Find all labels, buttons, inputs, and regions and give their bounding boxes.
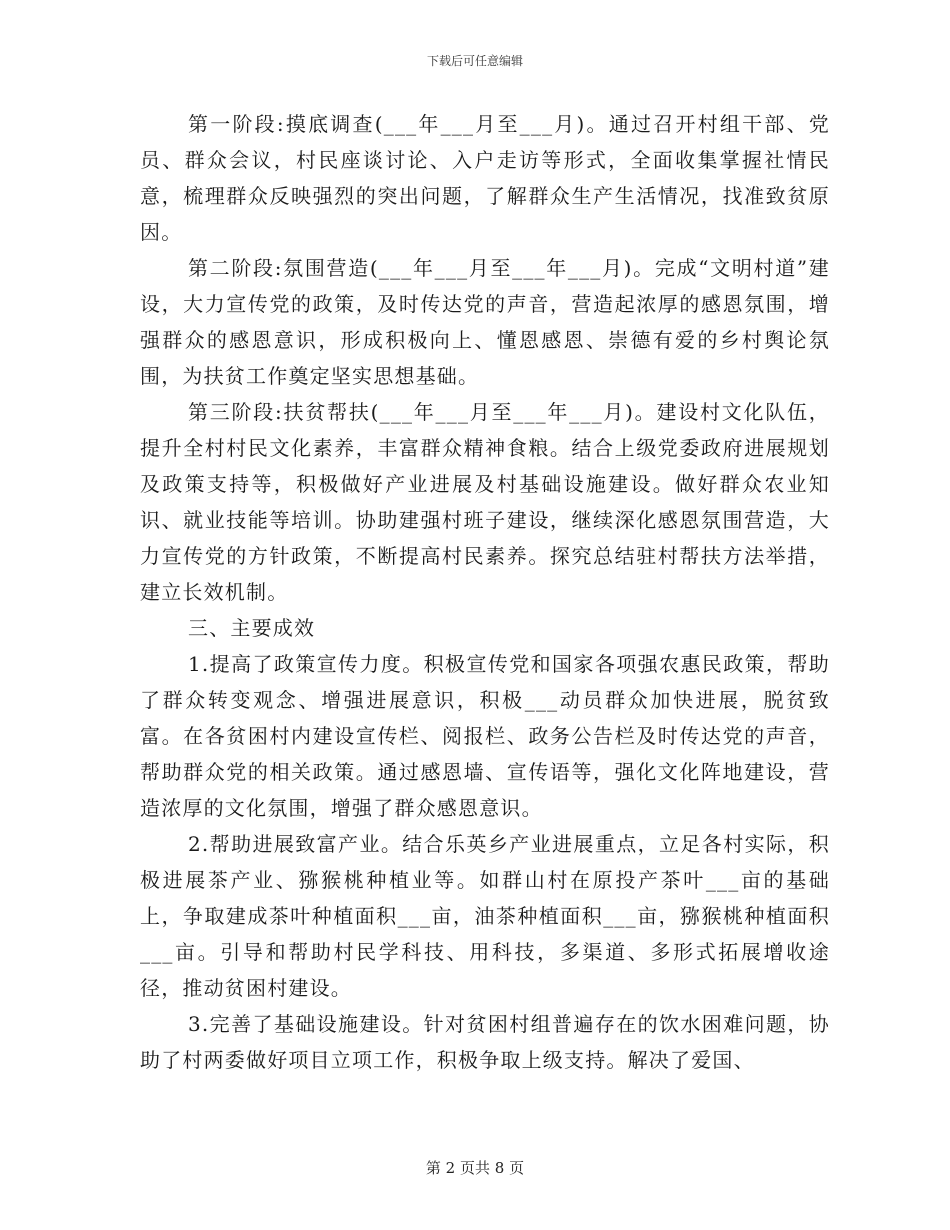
paragraph-result-3: 3.完善了基础设施建设。针对贫困村组普遍存在的饮水困难问题，协助了村两委做好项目立项工作，积极争取上级支持。解决了爱国、 (140, 1012, 830, 1072)
paragraph-result-1: 1.提高了政策宣传力度。积极宣传党和国家各项强农惠民政策，帮助了群众转变观念、增强进展意识，积极___动员群众加快进展，脱贫致富。在各贫困村内建设宣传栏、阅报栏、政务公告栏及时传达党的声音，帮助群众党的相关政策。通过感恩墙、宣传语等，强化文化阵地建设，营造浓厚的文化氛围，增强了群众感恩意识。 (140, 652, 830, 820)
paragraph-phase-three: 第三阶段:扶贫帮扶(___年___月至___年___月)。建设村文化队伍，提升全村村民文化素养，丰富群众精神食粮。结合上级党委政府进展规划及政策支持等，积极做好产业进展及村基础设施建设。做好群众农业知识、就业技能等培训。协助建强村班子建设，继续深化感恩氛围营造，大力宣传党的方针政策，不断提高村民素养。探究总结驻村帮扶方法举措，建立长效机制。 (140, 400, 830, 604)
page-footer: 第 2 页共 8 页 (425, 1159, 525, 1177)
page-header: 下载后可任意编辑 (426, 54, 523, 68)
paragraph-result-2: 2.帮助进展致富产业。结合乐英乡产业进展重点，立足各村实际，积极进展茶产业、猕猴桃种植业等。如群山村在原投产茶叶___亩的基础上，争取建成茶叶种植面积___亩，油茶种植面积___亩，猕猴桃种植面积___亩。引导和帮助村民学科技、用科技，多渠道、多形式拓展增收途径，推动贫困村建设。 (140, 832, 830, 1000)
section-heading-main-results: 三、主要成效 (188, 616, 316, 640)
paragraph-phase-one: 第一阶段:摸底调查(___年___月至___月)。通过召开村组干部、党员、群众会议，村民座谈讨论、入户走访等形式，全面收集掌握社情民意，梳理群众反映强烈的突出问题，了解群众生产生活情况，找准致贫原因。 (140, 112, 830, 244)
document-body (140, 106, 830, 1078)
paragraph-phase-two: 第二阶段:氛围营造(___年___月至___年___月)。完成“文明村道”建设，大力宣传党的政策，及时传达党的声音，营造起浓厚的感恩氛围，增强群众的感恩意识，形成积极向上、懂恩感恩、崇德有爱的乡村舆论氛围，为扶贫工作奠定坚实思想基础。 (140, 256, 830, 388)
